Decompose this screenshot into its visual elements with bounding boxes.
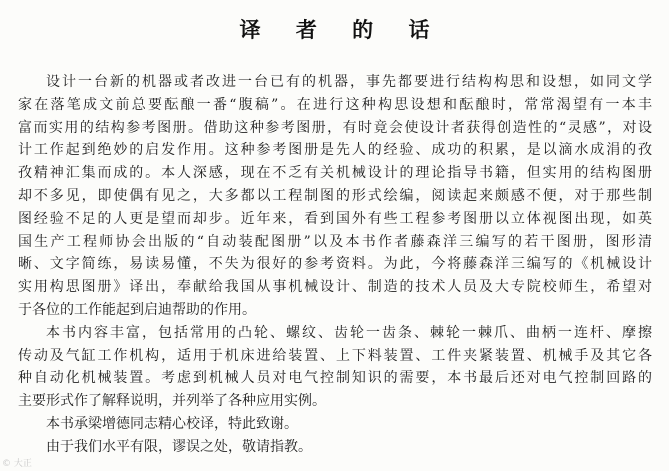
paragraph-line: 国生产工程师协会出版的“自动装配图册”以及本书作者藤森洋三编写的若干图册，图形清 <box>18 233 652 250</box>
watermark: © 大正 <box>2 459 32 469</box>
paragraph-line: 计工作起到绝妙的启发作用。这种参考图册是先人的经验、成功的积累，是以滴水成涓的孜 <box>18 142 652 159</box>
paragraph-line: 种自动化机械装置。考虑到机械人员对电气控制知识的需要，本书最后还对电气控制回路的 <box>18 370 652 387</box>
paragraph-line: 家在落笔成文前总要酝酿一番“腹稿”。在进行这种构思设想和酝酿时，常常渴望有一本丰 <box>18 96 652 113</box>
paragraph-line: 由于我们水平有限，谬误之处，敬请指教。 <box>46 438 312 455</box>
paragraph-line: 孜精神汇集而成的。本人深感，现在不乏有关机械设计的理论指导书籍，但实用的结构图册 <box>18 165 652 182</box>
paragraph-line: 主要形式作了解释说明，并列举了各种应用实例。 <box>18 393 326 410</box>
paragraph-line: 图经验不足的人更是望而却步。近年来，看到国外有些工程参考图册以立体视图出现，如英 <box>18 210 652 227</box>
paragraph-line: 却不多见，即使偶有见之，大多都以工程制图的形式绘编，阅读起来颇感不便，对于那些制 <box>18 187 652 204</box>
paragraph-line: 设计一台新的机器或者改进一台已有的机器，事先都要进行结构构思和设想，如同文学 <box>46 74 652 90</box>
paragraph-line: 实用构思图册》译出，奉献给我国从事机械设计、制造的技术人员及大专院校师生，希望对 <box>18 279 652 296</box>
page-title: 译 者 的 话 <box>239 18 444 42</box>
paragraph-line: 晰、文字简练，易读易懂，不失为很好的参考资料。为此，今将藤森洋三编写的《机械设计 <box>18 256 652 273</box>
paragraph-line: 本书内容丰富，包括常用的凸轮、螺纹、齿轮一齿条、棘轮一棘爪、曲柄一连杆、摩擦 <box>46 324 652 341</box>
paragraph-line: 传动及气缸工作机构，适用于机床进给装置、上下料装置、工件夹紧装置、机械手及其它各 <box>18 347 652 364</box>
paragraph-line: 于各位的工作能起到启迪帮助的作用。 <box>18 301 256 318</box>
paragraph-line: 富而实用的结构参考图册。借助这种参考图册，有时竟会使设计者获得创造性的“灵感”，对设 <box>18 119 652 136</box>
paragraph-line: 本书承梁增德同志精心校译，特此致谢。 <box>46 415 298 432</box>
body-text <box>18 71 652 459</box>
